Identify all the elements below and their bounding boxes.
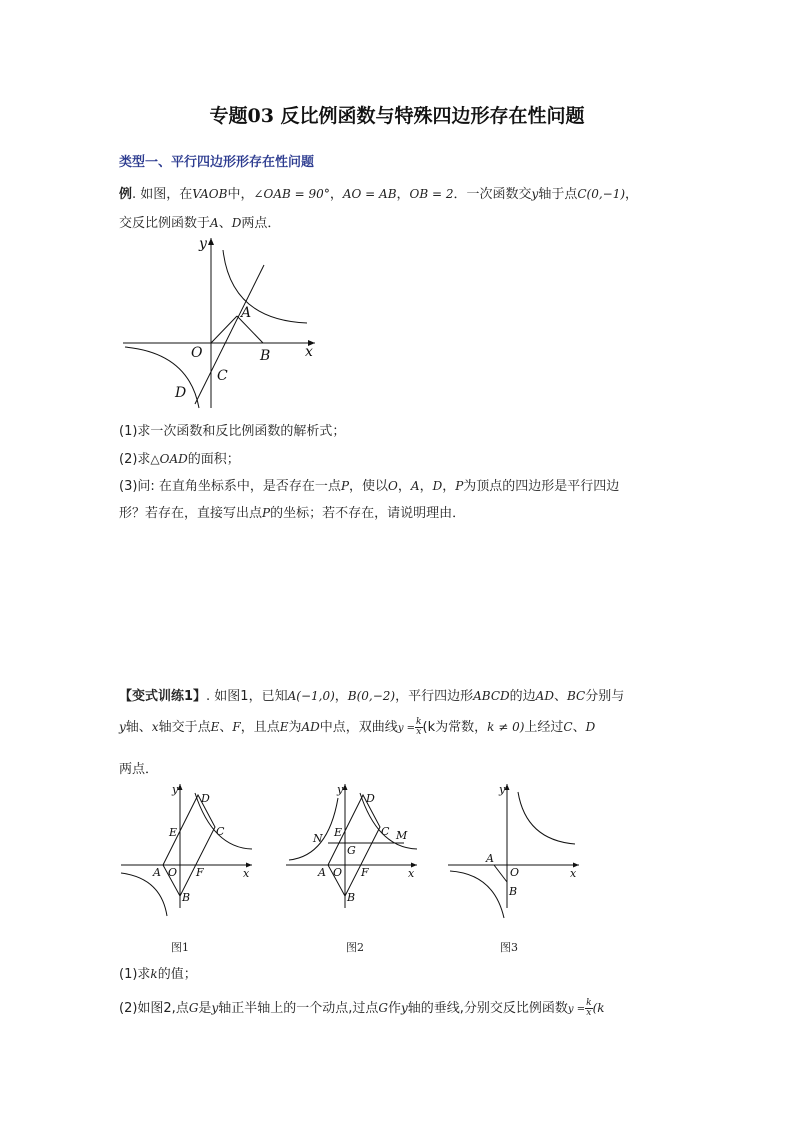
text: 、 (572, 720, 586, 735)
text: ， (419, 479, 433, 494)
text: 作 (387, 1001, 401, 1016)
fraction-k-over-x (585, 999, 592, 1018)
math: AD (301, 720, 320, 734)
math: E (210, 720, 220, 734)
text: 两点． (241, 216, 281, 231)
x-axis-label: x (305, 344, 313, 360)
text: ， (396, 187, 410, 202)
math: AD (535, 689, 554, 703)
y-axis-label: y (172, 783, 179, 796)
math: O (388, 479, 398, 493)
point-label-F: F (196, 866, 204, 879)
training-question-1 (119, 963, 197, 982)
math: G (378, 1001, 388, 1015)
text: 中， (227, 187, 254, 202)
point-label-A: A (153, 866, 161, 879)
point-label-G: G (347, 844, 356, 857)
training-line-1 (119, 685, 624, 704)
figure-2-caption: 图2 (346, 941, 364, 954)
figure-1-caption: 图1 (171, 941, 189, 954)
math: VAOB (192, 187, 228, 201)
text: ， (397, 479, 411, 494)
point-label-C: C (381, 825, 390, 838)
fraction-k-over-x (415, 718, 422, 737)
text: 为 (288, 720, 302, 735)
point-label-N: N (313, 832, 323, 845)
point-label-A: A (486, 852, 494, 865)
text: ， (625, 187, 639, 202)
text: ， (329, 187, 343, 202)
figure-1 (119, 778, 259, 958)
math: △OAD (150, 452, 188, 466)
text: ，平行四边形 (395, 689, 474, 704)
math: A (210, 216, 219, 230)
math: ∠OAB = 90° (253, 187, 330, 201)
math: OB = 2 (409, 187, 454, 201)
point-label-E: E (334, 826, 343, 839)
point-label-O: O (191, 345, 203, 361)
point-label-B: B (260, 348, 271, 364)
point-label-E: E (169, 826, 178, 839)
math: C (563, 720, 573, 734)
point-label-O: O (168, 866, 178, 879)
text: (2)求 (119, 452, 151, 467)
math: (k (592, 1001, 605, 1015)
text: (1)求 (119, 967, 151, 982)
math: y (400, 1001, 408, 1015)
x-axis-label: x (243, 867, 250, 880)
text: 分别与 (585, 689, 625, 704)
text: 轴的垂线,分别交反比例函数 (407, 1001, 568, 1016)
fraction-denominator: x (416, 727, 422, 737)
text: 的边 (509, 689, 536, 704)
example-question-3-line-1 (119, 475, 619, 494)
point-label-O: O (510, 866, 520, 879)
point-label-C: C (217, 368, 228, 384)
math: BC (566, 689, 586, 703)
math: D (432, 479, 443, 493)
training-tag: 【变式训练1】 (119, 689, 207, 704)
math: D (585, 720, 596, 734)
math: F (232, 720, 241, 734)
example-question-3-line-2 (119, 502, 465, 521)
text: 交反比例函数于 (119, 216, 211, 231)
math: P (262, 506, 271, 520)
text: ， (442, 479, 456, 494)
example-line-1 (119, 183, 638, 202)
text: 轴、 (125, 720, 152, 735)
text: 的面积； (187, 452, 240, 467)
text: 、 (553, 689, 567, 704)
y-axis-label: y (337, 783, 344, 796)
point-label-B: B (509, 885, 518, 898)
text: 的值； (157, 967, 197, 982)
point-label-F: F (361, 866, 369, 879)
math: AO = AB (342, 187, 397, 201)
math: y = (397, 723, 416, 734)
figure-2 (284, 778, 424, 958)
text: ，使以 (349, 479, 389, 494)
math: P (340, 479, 350, 493)
text: (2)如图2,点 (119, 1001, 189, 1016)
figure-3 (446, 778, 586, 958)
math: G (188, 1001, 199, 1015)
math: y (119, 720, 126, 734)
text: ．一次函数交 (453, 187, 532, 202)
text: (3)问: 在直角坐标系中，是否存在一点 (119, 479, 341, 494)
page-title: 专题03 反比例函数与特殊四边形存在性问题 (209, 105, 585, 127)
point-label-B: B (347, 891, 356, 904)
example-figure (119, 232, 329, 412)
text: 中点，双曲线 (319, 720, 398, 735)
x-axis-label: x (570, 867, 577, 880)
figure-3-caption: 图3 (500, 941, 518, 954)
point-label-A: A (318, 866, 326, 879)
math: x (151, 720, 159, 734)
y-axis-label: y (499, 783, 506, 796)
y-axis-label: y (199, 236, 207, 252)
math: k (150, 967, 158, 981)
point-label-D: D (175, 385, 187, 401)
math: ABCD (473, 689, 510, 703)
text: 轴于点 (538, 187, 578, 202)
math: y (211, 1001, 219, 1015)
example-question-1: (1)求一次函数和反比例函数的解析式； (119, 424, 346, 439)
point-label-M: M (396, 829, 408, 842)
math: y = (567, 1004, 586, 1015)
point-label-O: O (333, 866, 343, 879)
math: y (531, 187, 539, 201)
text: 、 (219, 720, 233, 735)
text: 上经过 (524, 720, 564, 735)
training-question-2 (119, 997, 605, 1018)
math: D (231, 216, 242, 230)
text: 形？若存在，直接写出点 (119, 506, 263, 521)
text: 轴正半轴上的一个动点,过点 (218, 1001, 379, 1016)
math: E (279, 720, 289, 734)
point-label-D: D (366, 792, 375, 805)
math: P (455, 479, 464, 493)
text: . 如图，在 (132, 187, 193, 202)
text: 、 (218, 216, 232, 231)
section-heading: 类型一、平行四边形形存在性问题 (119, 155, 315, 170)
math: C(0,−1) (577, 187, 626, 201)
point-label-B: B (182, 891, 191, 904)
example-question-2 (119, 448, 240, 467)
point-label-C: C (216, 825, 225, 838)
text: 轴交于点 (158, 720, 211, 735)
training-line-3: 两点． (119, 762, 159, 777)
x-axis-label: x (408, 867, 415, 880)
text: ， (334, 689, 348, 704)
math: k ≠ 0) (487, 720, 525, 734)
point-label-D: D (201, 792, 210, 805)
fraction-numerator: k (416, 717, 422, 727)
fraction-numerator: k (586, 998, 592, 1008)
text: . 如图1，已知 (206, 689, 288, 704)
math: A(−1,0) (287, 689, 335, 703)
point-label-A: A (241, 305, 252, 321)
example-line-2 (119, 212, 280, 231)
example-lead: 例 (119, 187, 133, 202)
fraction-denominator: x (586, 1008, 592, 1018)
math: B(0,−2) (347, 689, 396, 703)
math: A (410, 479, 420, 493)
text: ，且点 (240, 720, 280, 735)
text: 的坐标；若不存在，请说明理由． (270, 506, 466, 521)
training-line-2 (119, 716, 595, 737)
text: (k为常数， (422, 720, 488, 735)
text: 是 (198, 1001, 212, 1016)
text: 为顶点的四边形是平行四边 (463, 479, 620, 494)
